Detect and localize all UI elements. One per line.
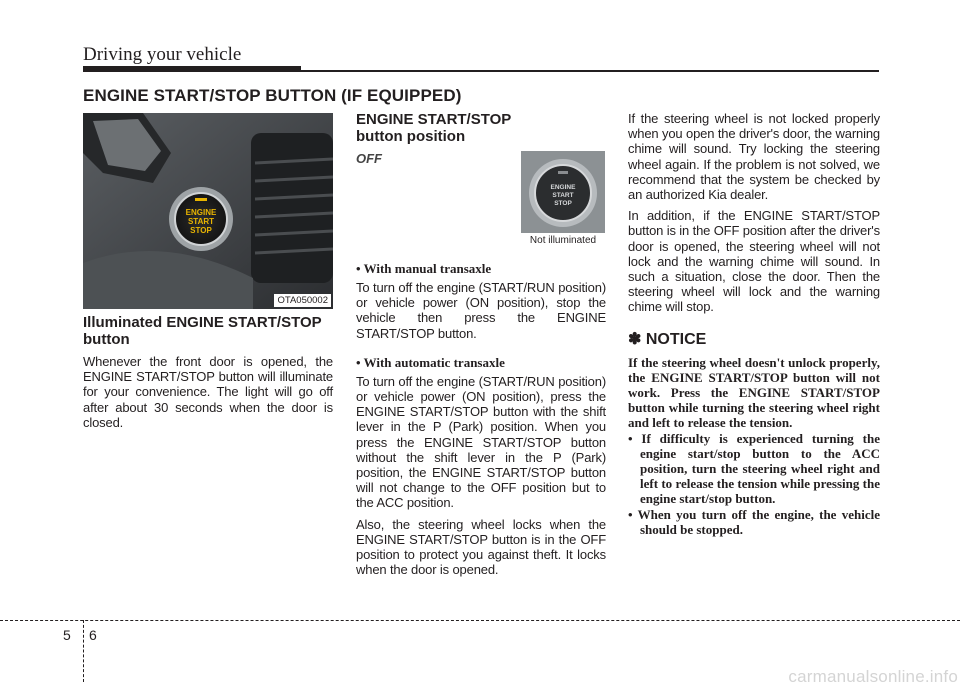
thumb-caption: Not illuminated	[521, 233, 605, 248]
column-3	[628, 111, 880, 537]
thumb-button-line1: ENGINE	[550, 184, 576, 191]
notice-heading	[628, 329, 880, 349]
notice-item-acc: • If difficulty is experienced turning the engine start/stop button to the ACC position, turn the steering wheel right and left to release the tension while pressing the engine start/stop button.	[628, 430, 880, 507]
not-illuminated-thumb	[521, 151, 605, 248]
steering-lock-body: Also, the steering wheel locks when the ENGINE START/STOP button is in the OFF position to protect you against theft. It locks when the door is opened.	[356, 516, 606, 578]
manual-transaxle-label: • With manual transaxle	[356, 261, 492, 276]
column-2-body	[356, 261, 606, 583]
notice-title: NOTICE	[645, 330, 707, 348]
footer-rule	[0, 620, 960, 621]
page-header-title: Driving your vehicle	[83, 44, 242, 65]
position-heading: ENGINE START/STOP button position	[356, 111, 512, 145]
chapter-number: 5	[63, 627, 71, 643]
section-title: ENGINE START/STOP BUTTON (IF EQUIPPED)	[83, 86, 462, 105]
footer-divider	[83, 620, 84, 682]
figure-code: OTA050002	[274, 294, 331, 307]
notice-list	[628, 431, 880, 537]
auto-transaxle-body: To turn off the engine (START/RUN position) or vehicle power (ON position), press the ENGINE START/STOP button with the shift lever in the P (Park) position. When you press the ENGINE START/STOP button without the shift lever in the P (Park) position, the ENGINE START/STOP button will not change to the OFF position but to the ACC position.	[356, 373, 606, 511]
photo-button-line1: ENGINE	[185, 208, 217, 217]
thumb-button-line3: STOP	[554, 200, 572, 207]
column-2-head	[356, 111, 516, 166]
off-subheading: OFF	[356, 151, 382, 166]
illuminated-heading: Illuminated ENGINE START/STOP button	[83, 314, 322, 348]
engine-button-photo	[83, 113, 333, 309]
watermark: carmanualsonline.info	[788, 667, 958, 686]
notice-star-icon: ✽	[628, 330, 642, 348]
steering-warning-body: If the steering wheel is not locked properly when you open the driver's door, the warning chime will sound. Try locking the steering wheel again. If the problem is not solved, we recommend that the system be checked by an authorized Kia dealer.	[628, 111, 880, 203]
notice-item-stop: • When you turn off the engine, the vehicle should be stopped.	[628, 506, 880, 537]
photo-button-line3: STOP	[190, 226, 212, 235]
photo-button-line2: START	[187, 217, 215, 226]
manual-transaxle-body: To turn off the engine (START/RUN position) or vehicle power (ON position), stop the vehicle then press the ENGINE START/STOP button.	[356, 280, 606, 341]
thumb-button-line2: START	[552, 192, 574, 199]
auto-transaxle-label: • With automatic transaxle	[356, 354, 505, 370]
column-1	[83, 314, 333, 436]
page-number: 6	[89, 627, 97, 643]
header-rule-thin	[301, 70, 879, 72]
notice-body: If the steering wheel doesn't unlock properly, the ENGINE START/STOP button will not work. Press the ENGINE START/STOP button while turning the steering wheel right and left to release the tension.	[628, 354, 880, 431]
header-rule-thick	[83, 66, 301, 72]
dashboard-illustration	[83, 113, 333, 309]
button-indicator	[195, 198, 207, 201]
off-position-body: In addition, if the ENGINE START/STOP button is in the OFF position after the driver's door is opened, the steering wheel will not lock and the warning chime will sound. In such a situation, close the door. Then the steering wheel will lock and the warning chime will stop.	[628, 208, 880, 315]
illuminated-body: Whenever the front door is opened, the ENGINE START/STOP button will illuminate for your convenience. The light will go off after about 30 seconds when the door is closed.	[83, 354, 333, 430]
thumb-button-illustration	[521, 151, 605, 233]
